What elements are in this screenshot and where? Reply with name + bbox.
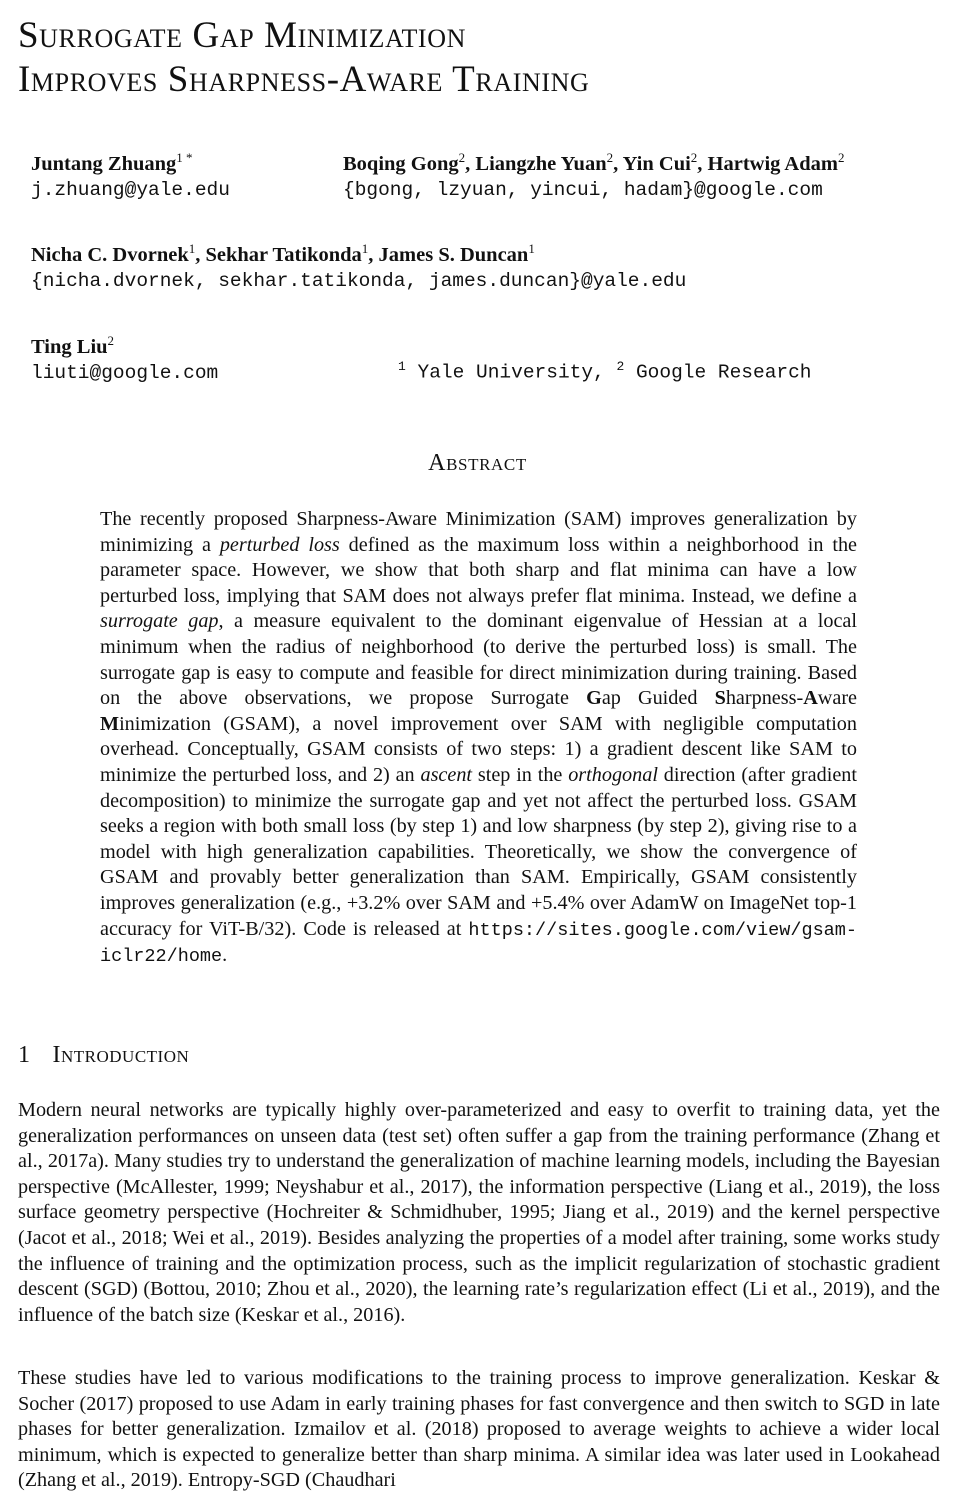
author-name: Liangzhe Yuan <box>475 152 607 175</box>
author-block-yale <box>31 236 686 294</box>
affiliation-google: Google Research <box>635 361 812 384</box>
author-block-google <box>343 145 844 203</box>
author-names: Nicha C. Dvornek$^1$, Sekhar Tatikonda$^1$, James S. Duncan$^1$ <box>31 241 535 266</box>
title-line-1: Surrogate Gap Minimization <box>18 15 466 56</box>
author-name: Ting Liu$^2$ <box>31 333 115 358</box>
author-email[interactable]: j.zhuang@yale.edu <box>31 178 230 201</box>
author-name: James S. Duncan <box>378 243 529 266</box>
affiliations: $^1$ Yale University, $^2$ Google Research <box>398 359 812 384</box>
author-name: Boqing Gong <box>343 152 459 175</box>
title-line-2: Improves Sharpness-Aware Training <box>18 59 590 100</box>
author-email[interactable]: {bgong, lzyuan, yincui, hadam}@google.com <box>343 178 823 201</box>
author-names: Boqing Gong$^2$, Liangzhe Yuan$^2$, Yin Cui$^2$, Hartwig Adam$^2$ <box>343 150 845 175</box>
author-email[interactable]: {nicha.dvornek, sekhar.tatikonda, james.duncan}@yale.edu <box>31 269 687 292</box>
section-heading-introduction <box>18 1040 189 1070</box>
code-url-link[interactable]: https://sites.google.com/view/gsam-iclr22/home <box>100 919 857 968</box>
section-title: Introduction <box>52 1042 190 1068</box>
intro-paragraph-2: These studies have led to various modifications to the training process to improve generalization. Keskar & Socher (2017) proposed to use Adam in early training phases for fast convergence and then switch to SGD in late phases for better generalization. Izmailov et al. (2018) proposed to average weights to achieve a wider local minimum, which is expected to generalize better than sharp minima. A similar idea was later used in Lookahead (Zhang et al., 2019). Entropy-SGD (Chaudhari <box>18 1367 940 1492</box>
section-number: 1 <box>18 1042 31 1068</box>
affiliation-yale: Yale University, <box>417 361 605 384</box>
paper-title <box>18 14 589 102</box>
abstract-heading: Abstract <box>428 450 527 476</box>
abstract-text: The recently proposed Sharpness-Aware Minimization (SAM) improves generalization by minimizing a perturbed loss defined as the maximum loss within a neighborhood in the parameter space. However, we show that both sharp and flat minima can have a low perturbed loss, implying that SAM does not always prefer flat minima. Instead, we define a surrogate gap, a measure equivalent to the dominant eigenvalue of Hessian at a local minimum when the radius of neighborhood (to derive the perturbed loss) is small. The surrogate gap is easy to compute and feasible for direct minimization during training. Based on the above observations, we propose Surrogate Gap Guided Sharpness-Aware Minimization (GSAM), a novel improvement over SAM with negligible computation overhead. Conceptually, GSAM consists of two steps: 1) a gradient descent like SAM to minimize the perturbed loss, and 2) an ascent step in the orthogonal direction (after gradient decomposition) to minimize the surrogate gap and yet not affect the perturbed loss. GSAM seeks a region with both small loss (by step 1) and low sharpness (by step 2), giving rise to a model with high generalization capabilities. Theoretically, we show the convergence of GSAM and provably better generalization than SAM. Empirically, GSAM consistently improves generalization (e.g., +3.2% over SAM and +5.4% over AdamW on ImageNet top-1 accuracy for ViT-B/32). Code is released at https://sites.google.com/view/gsam-iclr22/home. <box>100 508 858 968</box>
author-affiliation-mark: 1 * <box>176 150 193 165</box>
intro-paragraph-1: Modern neural networks are typically highly over-parameterized and easy to overfit to training data, yet the generalization performances on unseen data (test set) often suffer a gap from the training performance (Zhang et al., 2017a). Many studies try to understand the generalization of machine learning models, including the Bayesian perspective (McAllester, 1999; Neyshabur et al., 2017), the information perspective (Liang et al., 2019), the loss surface geometry perspective (Hochreiter & Schmidhuber, 1995; Jiang et al., 2019) and the kernel perspective (Jacot et al., 2018; Wei et al., 2019). Besides analyzing the properties of a model after training, some works study the influence of training and the optimization process, such as the implicit regularization of stochastic gradient descent (SGD) (Bottou, 2010; Zhou et al., 2020), the learning rate’s regularization effect (Li et al., 2019), and the influence of the batch size (Keskar et al., 2016). <box>18 1099 940 1326</box>
author-name: Hartwig Adam <box>707 152 838 175</box>
author-block-liu <box>31 328 218 386</box>
author-name: Yin Cui <box>622 152 691 175</box>
author-name: Juntang Zhuang$^{1 *}$ <box>31 150 193 175</box>
author-name: Sekhar Tatikonda <box>205 243 362 266</box>
author-name: Nicha C. Dvornek <box>31 243 189 266</box>
author-email[interactable]: liuti@google.com <box>31 361 219 384</box>
author-block-zhuang <box>31 145 230 203</box>
